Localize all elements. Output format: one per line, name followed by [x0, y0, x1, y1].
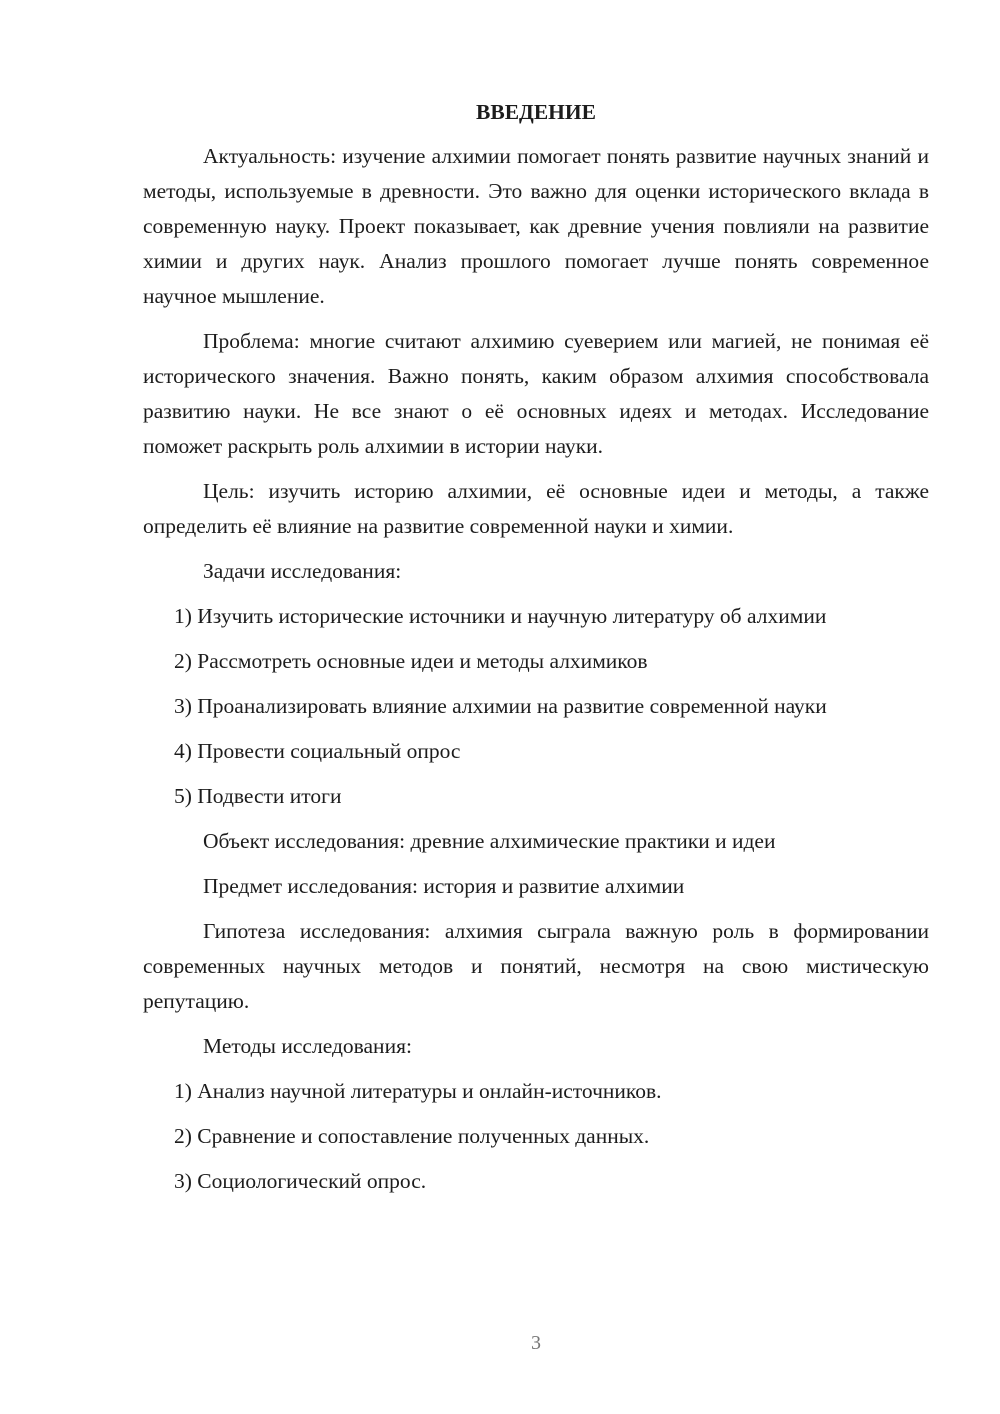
relevance-paragraph: Актуальность: изучение алхимии помогает понять развитие научных знаний и методы, используемые в древности. Это важно для оценки исторического вклада в современную науку. Проект показывает, как древние учения повлияли на развитие химии и других наук. Анализ прошлого помогает лучше понять современное научное мышление. [143, 144, 929, 308]
page-number: 3 [531, 1332, 541, 1354]
section-heading: ВВЕДЕНИЕ [476, 100, 596, 124]
document-page [143, 95, 929, 1209]
tasks-heading: Задачи исследования: [203, 559, 402, 583]
method-item: 1) Анализ научной литературы и онлайн-источников. [174, 1079, 662, 1103]
task-item: 2) Рассмотреть основные идеи и методы алхимиков [174, 649, 648, 673]
task-item: 1) Изучить исторические источники и научную литературу об алхимии [174, 604, 827, 628]
subject-line: Предмет исследования: история и развитие алхимии [203, 874, 685, 898]
hypothesis-paragraph: Гипотеза исследования: алхимия сыграла важную роль в формировании современных научных методов и понятий, несмотря на свою мистическую репутацию. [143, 919, 929, 1013]
task-item: 5) Подвести итоги [174, 784, 342, 808]
goal-paragraph: Цель: изучить историю алхимии, её основные идеи и методы, а также определить её влияние на развитие современной науки и химии. [143, 479, 929, 538]
methods-heading: Методы исследования: [203, 1034, 412, 1058]
object-line: Объект исследования: древние алхимические практики и идеи [203, 829, 776, 853]
task-item: 4) Провести социальный опрос [174, 739, 461, 763]
task-item: 3) Проанализировать влияние алхимии на развитие современной науки [174, 694, 827, 718]
problem-paragraph: Проблема: многие считают алхимию суеверием или магией, не понимая её исторического значения. Важно понять, каким образом алхимия способствовала развитию науки. Не все знают о её основных идеях и методах. Исследование поможет раскрыть роль алхимии в истории науки. [143, 329, 929, 458]
method-item: 2) Сравнение и сопоставление полученных данных. [174, 1124, 650, 1148]
method-item: 3) Социологический опрос. [174, 1169, 427, 1193]
